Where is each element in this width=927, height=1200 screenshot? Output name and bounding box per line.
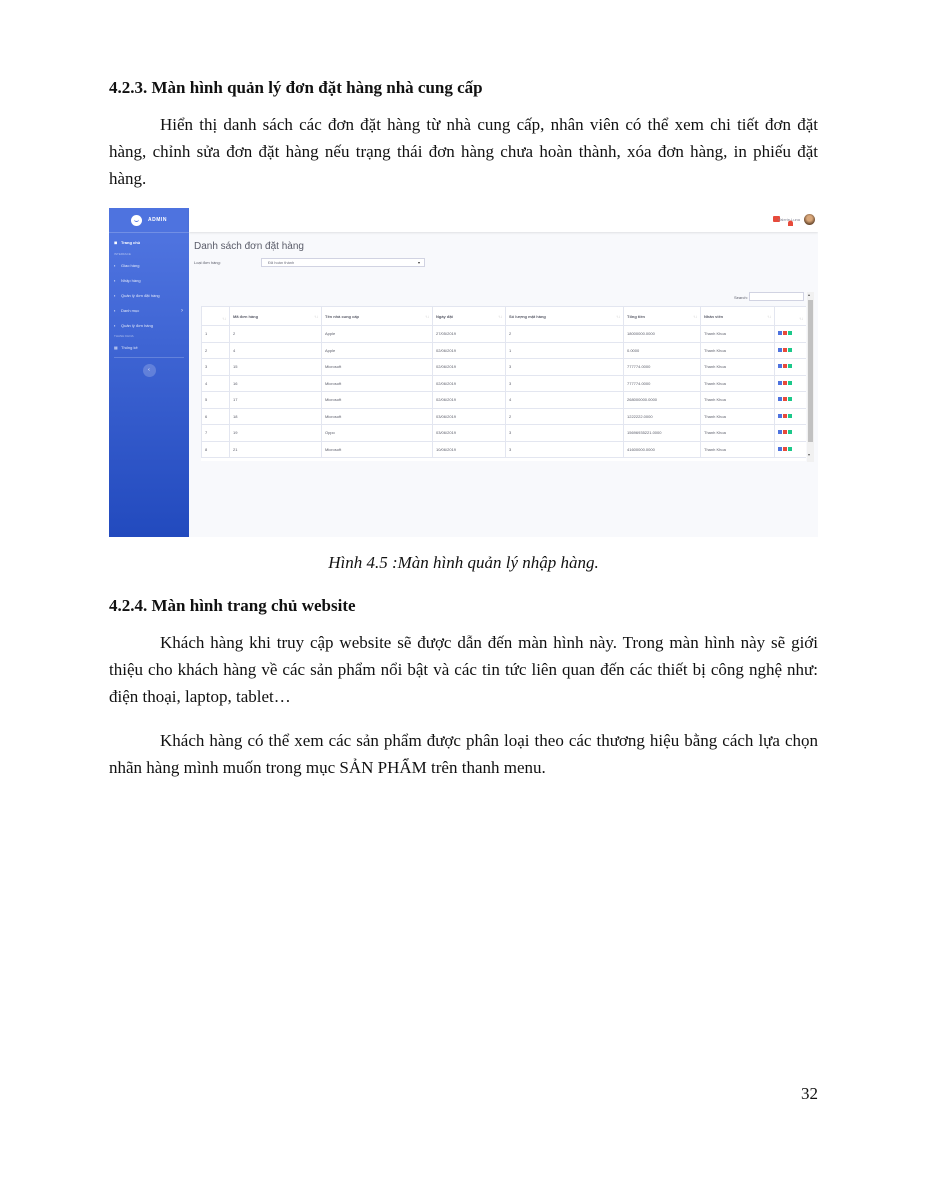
- sort-icon: ↑↓: [425, 313, 429, 319]
- sidebar-item-label: Nhập hàng: [121, 278, 141, 283]
- edit-icon[interactable]: [778, 381, 782, 385]
- edit-icon[interactable]: [778, 430, 782, 434]
- row-actions: [775, 425, 807, 442]
- table-cell: Thanh Khoa: [701, 408, 775, 425]
- sidebar-heading: INTERFACE: [114, 252, 131, 256]
- print-icon[interactable]: [788, 414, 792, 418]
- table-cell: 3: [506, 425, 624, 442]
- print-icon[interactable]: [788, 447, 792, 451]
- table-icon: ▪: [114, 308, 116, 313]
- print-icon[interactable]: [788, 364, 792, 368]
- sidebar-heading: THANH KHOA: [114, 334, 134, 338]
- page-title: Danh sách đơn đặt hàng: [194, 241, 304, 252]
- delete-icon[interactable]: [783, 414, 787, 418]
- table-cell: Thanh Khoa: [701, 342, 775, 359]
- sort-icon: ↑↓: [314, 313, 318, 319]
- table-header-row: [202, 307, 807, 326]
- sidebar-item-orders[interactable]: [109, 318, 189, 333]
- table-cell: Microsoft: [322, 408, 433, 425]
- edit-icon[interactable]: [778, 364, 782, 368]
- order-type-select[interactable]: [261, 258, 425, 267]
- edit-icon[interactable]: [778, 447, 782, 451]
- table-cell: 268000000.0000: [624, 392, 701, 409]
- sort-icon: ↑↓: [616, 313, 620, 319]
- print-icon[interactable]: [788, 348, 792, 352]
- table-cell: 02/06/2019: [433, 392, 506, 409]
- table-icon: ▪: [114, 293, 116, 298]
- table-cell: 41600000.0000: [624, 441, 701, 458]
- page-number: 32: [801, 1084, 818, 1103]
- table-row[interactable]: [202, 359, 807, 376]
- brand-label: ADMIN: [148, 217, 167, 223]
- column-header-date[interactable]: Ngày đặt ↑↓: [433, 307, 506, 326]
- table-scrollbar[interactable]: [807, 292, 814, 462]
- table-cell: 5: [202, 392, 230, 409]
- table-cell: 4: [230, 342, 322, 359]
- table-row[interactable]: [202, 392, 807, 409]
- sort-icon: ↑↓: [222, 316, 226, 321]
- table-cell: Thanh Khoa: [701, 425, 775, 442]
- table-cell: 1: [506, 342, 624, 359]
- table-cell: 18000000.0000: [624, 326, 701, 343]
- sidebar-item-label: Thống kê: [121, 345, 138, 350]
- sort-icon: ↑↓: [767, 313, 771, 319]
- table-cell: 3: [506, 359, 624, 376]
- orders-table-wrap: [201, 306, 806, 461]
- table-cell: Microsoft: [322, 375, 433, 392]
- sidebar: [109, 208, 189, 537]
- table-row[interactable]: [202, 375, 807, 392]
- avatar[interactable]: [804, 214, 815, 225]
- sidebar-item-label: Danh mục: [121, 308, 140, 313]
- sidebar-item-purchase-orders[interactable]: [109, 288, 189, 303]
- print-icon[interactable]: [788, 430, 792, 434]
- row-actions: [775, 359, 807, 376]
- sort-icon: ↑↓: [693, 313, 697, 319]
- table-icon: ▪: [114, 278, 116, 283]
- table-cell: 777774.0000: [624, 359, 701, 376]
- table-cell: 18: [230, 408, 322, 425]
- table-cell: Thanh Khoa: [701, 441, 775, 458]
- table-cell: Microsoft: [322, 441, 433, 458]
- table-cell: 6: [202, 408, 230, 425]
- main-content: [189, 232, 818, 537]
- table-cell: 2: [506, 408, 624, 425]
- sidebar-item-import[interactable]: [109, 273, 189, 288]
- table-cell: 8: [202, 441, 230, 458]
- table-cell: Apple: [322, 326, 433, 343]
- table-cell: 2: [230, 326, 322, 343]
- search-input[interactable]: [749, 292, 804, 301]
- table-cell: 15: [230, 359, 322, 376]
- table-cell: 7: [202, 425, 230, 442]
- delete-icon[interactable]: [783, 364, 787, 368]
- edit-icon[interactable]: [778, 331, 782, 335]
- table-cell: Thanh Khoa: [701, 375, 775, 392]
- delete-icon[interactable]: [783, 381, 787, 385]
- table-cell: 3: [506, 441, 624, 458]
- table-cell: 02/06/2019: [433, 342, 506, 359]
- column-header-employee[interactable]: Nhân viên ↑↓: [701, 307, 775, 326]
- column-header-actions[interactable]: [775, 307, 807, 326]
- sidebar-divider: [114, 357, 184, 358]
- table-cell: 4: [506, 392, 624, 409]
- section-heading-4-2-3: 4.2.3. Màn hình quản lý đơn đặt hàng nhà cung cấp: [109, 78, 483, 97]
- table-cell: 03/06/2019: [433, 425, 506, 442]
- sidebar-item-dashboard[interactable]: [109, 233, 189, 251]
- row-actions: [775, 375, 807, 392]
- sidebar-toggle-button[interactable]: ‹: [143, 364, 156, 377]
- sidebar-item-delivery[interactable]: [109, 258, 189, 273]
- table-cell: 3: [506, 375, 624, 392]
- table-cell: 10/06/2019: [433, 441, 506, 458]
- table-cell: 1: [202, 326, 230, 343]
- admin-screenshot: [109, 208, 818, 537]
- section-heading-4-2-4: 4.2.4. Màn hình trang chủ website: [109, 596, 356, 615]
- print-icon[interactable]: [788, 331, 792, 335]
- print-icon[interactable]: [788, 397, 792, 401]
- table-cell: 21: [230, 441, 322, 458]
- edit-icon[interactable]: [778, 397, 782, 401]
- table-cell: 2: [506, 326, 624, 343]
- column-header-total[interactable]: Tổng tiền ↑↓: [624, 307, 701, 326]
- column-header-index[interactable]: [202, 307, 230, 326]
- column-header-quantity[interactable]: Số lượng mặt hàng ↑↓: [506, 307, 624, 326]
- table-row[interactable]: [202, 441, 807, 458]
- row-actions: [775, 342, 807, 359]
- table-row[interactable]: [202, 408, 807, 425]
- table-cell: 15696935221.0000: [624, 425, 701, 442]
- table-cell: 0.0000: [624, 342, 701, 359]
- table-row[interactable]: [202, 342, 807, 359]
- scroll-down-icon[interactable]: ▾: [808, 452, 811, 457]
- table-cell: 777774.0000: [624, 375, 701, 392]
- delete-icon[interactable]: [783, 430, 787, 434]
- table-icon: ▪: [114, 263, 116, 268]
- table-cell: 02/06/2019: [433, 375, 506, 392]
- table-cell: 1222222.0000: [624, 408, 701, 425]
- sort-icon: ↑↓: [498, 313, 502, 319]
- column-header-supplier[interactable]: Tên nhà cung cấp ↑↓: [322, 307, 433, 326]
- table-cell: Apple: [322, 342, 433, 359]
- sidebar-brand[interactable]: [109, 208, 189, 233]
- sidebar-item-label: Trang chủ: [121, 239, 141, 245]
- delete-icon[interactable]: [783, 348, 787, 352]
- paragraph-homepage-intro: Khách hàng khi truy cập website sẽ được dẫn đến màn hình này. Trong màn hình này sẽ giới thiệu cho khách hàng về các sản phẩm nổi bật và các tin tức liên quan đến các thiết bị công nghệ như: điện thoại, laptop, tablet…: [109, 633, 818, 706]
- sidebar-item-label: Quản lý đơn đặt hàng: [121, 293, 160, 298]
- table-cell: 16: [230, 375, 322, 392]
- chevron-right-icon: ›: [181, 307, 183, 314]
- sidebar-item-statistics[interactable]: [109, 340, 189, 355]
- topbar: [189, 208, 818, 232]
- table-cell: 2: [202, 342, 230, 359]
- caret-down-icon: ▾: [417, 260, 420, 265]
- table-cell: 19: [230, 425, 322, 442]
- order-type-value: Đã hoàn thành: [268, 260, 295, 265]
- smile-logo-icon: [131, 215, 142, 226]
- dashboard-icon: ◼: [114, 239, 118, 245]
- table-cell: 02/06/2019: [433, 359, 506, 376]
- scroll-thumb[interactable]: [808, 300, 813, 442]
- sidebar-item-label: Quản lý đơn hàng: [121, 323, 153, 328]
- table-cell: 17: [230, 392, 322, 409]
- delete-icon[interactable]: [783, 447, 787, 451]
- table-cell: 03/06/2019: [433, 408, 506, 425]
- user-name[interactable]: Valerie Luna: [777, 217, 800, 222]
- sidebar-item-label: Giao hàng: [121, 263, 140, 268]
- table-cell: Microsoft: [322, 392, 433, 409]
- orders-table: [201, 306, 806, 458]
- column-header-order-id[interactable]: Mã đơn hàng ↑↓: [230, 307, 322, 326]
- table-cell: Microsoft: [322, 359, 433, 376]
- chart-icon: ▦: [114, 345, 118, 350]
- table-cell: 3: [202, 359, 230, 376]
- row-actions: [775, 408, 807, 425]
- sort-icon: ↑↓: [799, 316, 803, 321]
- table-cell: 27/05/2019: [433, 326, 506, 343]
- table-cell: Oppo: [322, 425, 433, 442]
- sidebar-item-catalog[interactable]: [109, 303, 189, 318]
- table-cell: 4: [202, 375, 230, 392]
- table-cell: Thanh Khoa: [701, 392, 775, 409]
- table-cell: Thanh Khoa: [701, 326, 775, 343]
- row-actions: [775, 441, 807, 458]
- figure-caption: Hình 4.5 :Màn hình quản lý nhập hàng.: [328, 553, 599, 572]
- edit-icon[interactable]: [778, 348, 782, 352]
- search-label: Search:: [734, 295, 748, 300]
- table-row[interactable]: [202, 425, 807, 442]
- paragraph-order-description: Hiển thị danh sách các đơn đặt hàng từ nhà cung cấp, nhân viên có thể xem chi tiết đơn đặt hàng, chỉnh sửa đơn đặt hàng nếu trạng thái đơn hàng chưa hoàn thành, xóa đơn hàng, in phiếu đặt hàng.: [109, 115, 818, 188]
- table-icon: ▪: [114, 323, 116, 328]
- table-row[interactable]: [202, 326, 807, 343]
- delete-icon[interactable]: [783, 397, 787, 401]
- delete-icon[interactable]: [783, 331, 787, 335]
- edit-icon[interactable]: [778, 414, 782, 418]
- paragraph-homepage-brands: Khách hàng có thể xem các sản phẩm được phân loại theo các thương hiệu bằng cách lựa chọn nhãn hàng mình muốn trong mục SẢN PHẨM trên thanh menu.: [109, 731, 818, 777]
- row-actions: [775, 326, 807, 343]
- table-cell: Thanh Khoa: [701, 359, 775, 376]
- scroll-up-icon[interactable]: ▴: [808, 292, 811, 297]
- filter-label: Loại đơn hàng:: [194, 260, 221, 265]
- row-actions: [775, 392, 807, 409]
- print-icon[interactable]: [788, 381, 792, 385]
